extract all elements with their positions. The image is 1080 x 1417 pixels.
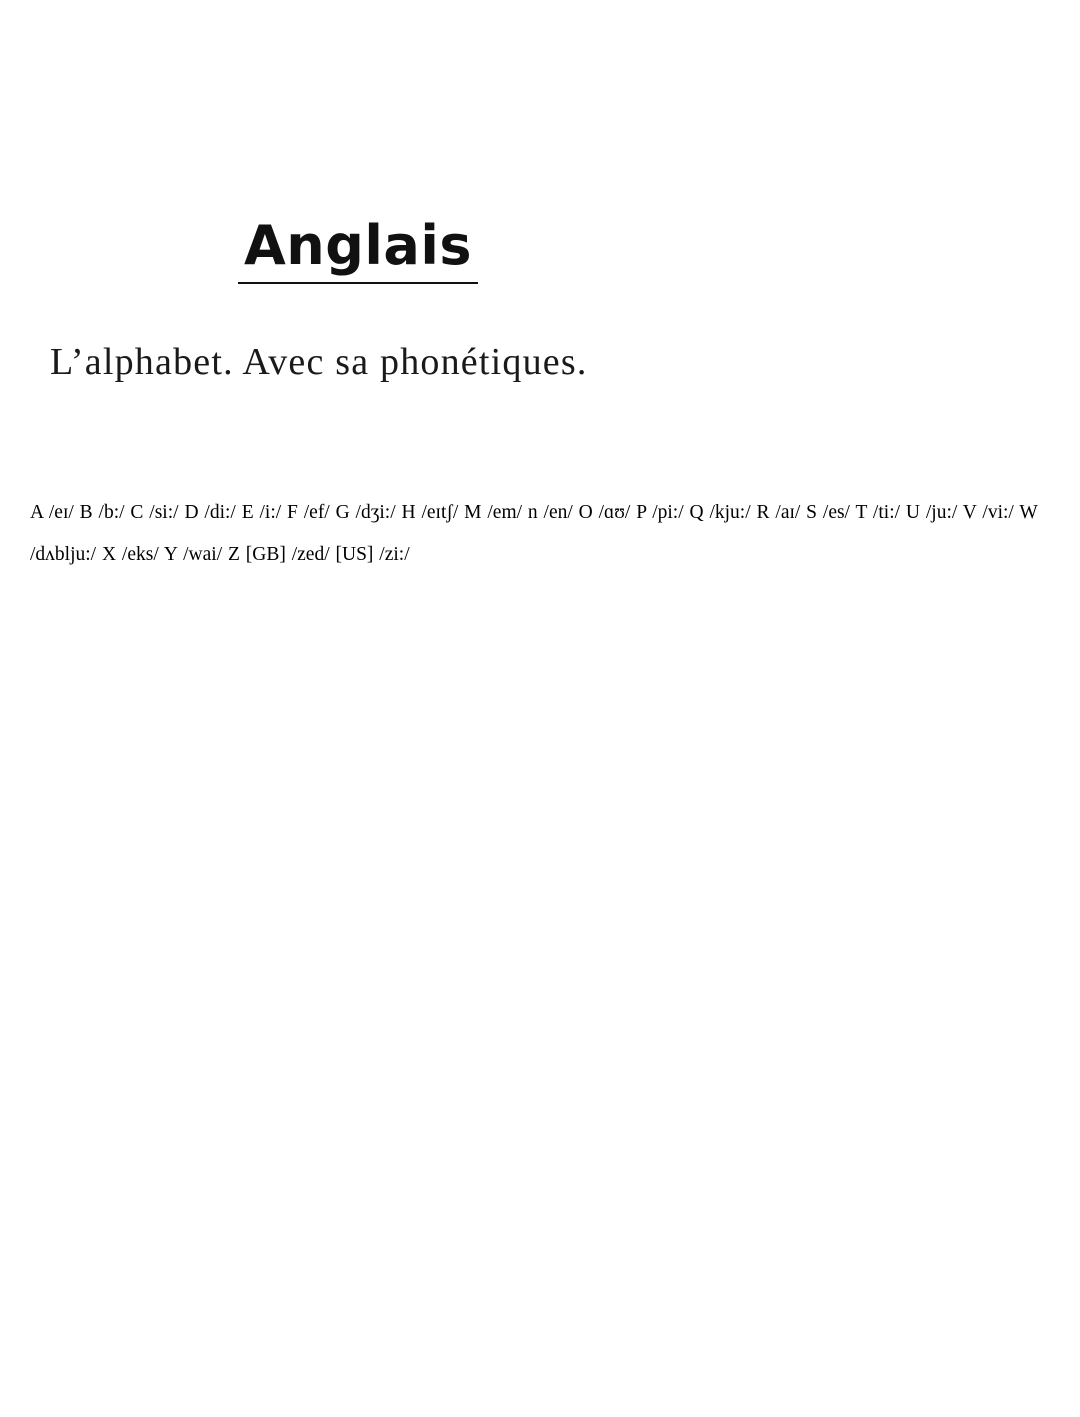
page-title: Anglais bbox=[244, 216, 472, 283]
alphabet-phonetics-paragraph: A /eɪ/ B /b:/ C /si:/ D /di:/ E /i:/ F /ef/ G /dʒi:/ H /eɪtʃ/ M /em/ n /en/ O /ɑʊ/ P /pi:/ Q /kju:/ R /aɪ/ S /es/ T /ti:/ U /ju:/ V /vi:/ W /dʌblju:/ X /eks/ Y /wai/ Z [GB] /zed/ [US] /zi:/ bbox=[30, 501, 1038, 566]
document-subtitle: L’alphabet. Avec sa phonétiques. bbox=[50, 341, 588, 383]
